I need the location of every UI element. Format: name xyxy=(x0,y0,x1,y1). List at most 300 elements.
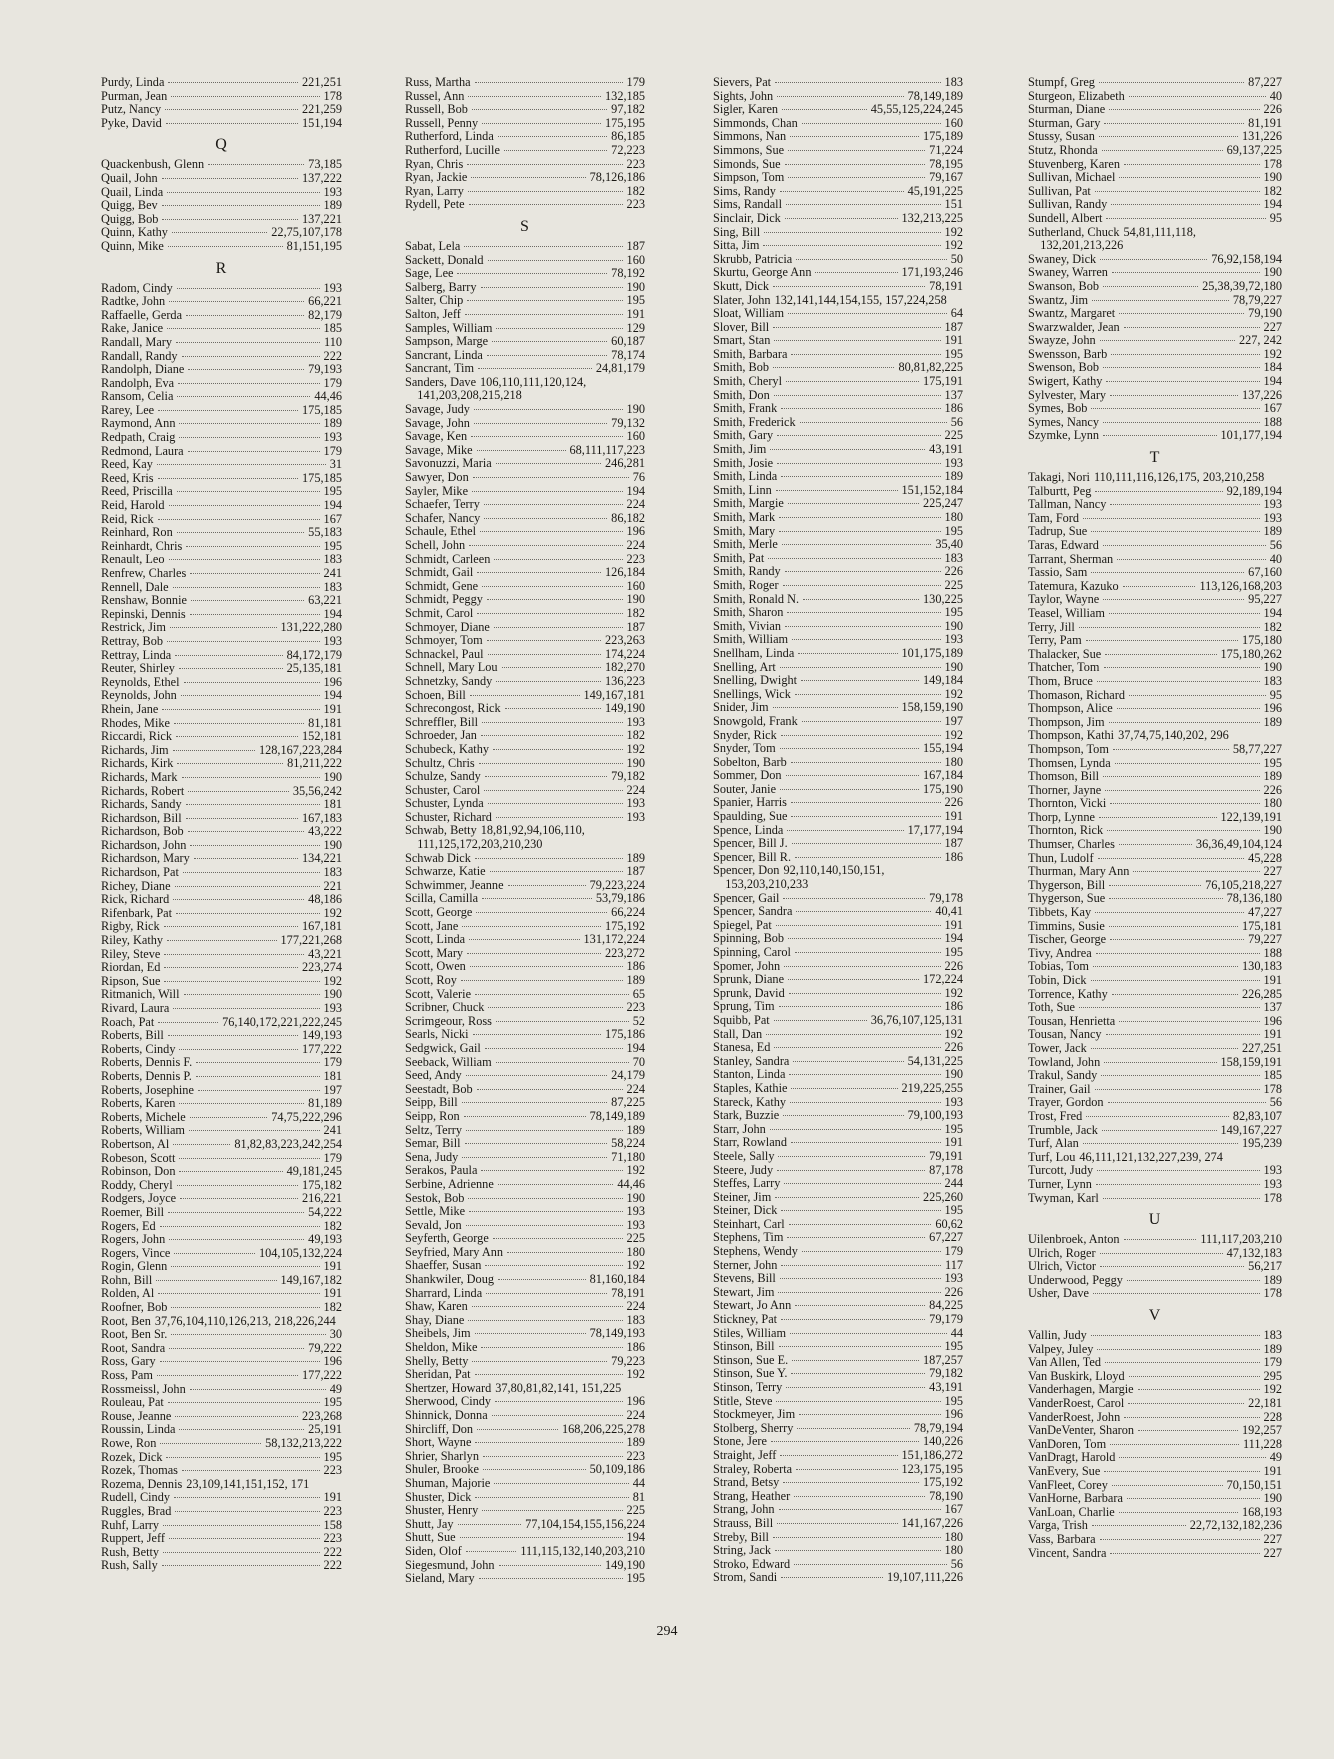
index-entry xyxy=(405,1559,645,1573)
dot-leader xyxy=(786,775,920,776)
entry-name: Rogers, John xyxy=(101,1232,166,1247)
entry-name: Snellham, Linda xyxy=(713,645,795,660)
index-entry xyxy=(1028,224,1282,253)
index-entry xyxy=(101,1124,342,1138)
entry-pages: 35,40 xyxy=(935,537,963,552)
index-entry xyxy=(713,1313,963,1327)
dot-leader xyxy=(791,354,940,355)
index-entry xyxy=(405,322,645,336)
dot-leader xyxy=(482,1510,622,1511)
index-entry xyxy=(405,634,645,648)
dot-leader xyxy=(770,449,925,450)
entry-name: Serakos, Paula xyxy=(405,1163,478,1178)
dot-leader xyxy=(773,327,940,328)
index-entry xyxy=(405,716,645,730)
entry-pages: 182 xyxy=(1263,619,1282,634)
entry-name: Swenson, Bob xyxy=(1028,360,1100,375)
entry-name: Schmoyer, Diane xyxy=(405,619,490,634)
dot-leader xyxy=(792,1360,919,1361)
dot-leader xyxy=(1138,1430,1238,1431)
entry-name: Terry, Jill xyxy=(1028,619,1075,634)
dot-leader xyxy=(1107,830,1259,831)
dot-leader xyxy=(466,1075,607,1076)
entry-pages: 241 xyxy=(323,566,342,580)
index-entry xyxy=(713,1014,963,1028)
dot-leader xyxy=(1117,708,1260,709)
dot-leader xyxy=(179,1049,298,1050)
entry-pages: 111,228 xyxy=(1242,1436,1282,1451)
dot-leader xyxy=(473,477,629,478)
index-entry xyxy=(1028,648,1282,662)
entry-name: Shaw, Karen xyxy=(405,1299,468,1314)
dot-leader xyxy=(792,843,941,844)
entry-name: Steele, Sally xyxy=(713,1148,775,1163)
entry-pages: 181 xyxy=(323,797,342,812)
entry-pages: 151 xyxy=(944,197,963,212)
dot-leader xyxy=(778,1156,925,1157)
entry-pages: 178 xyxy=(1263,1190,1282,1205)
entry-pages: 194 xyxy=(323,606,342,621)
entry-name: Thorp, Lynne xyxy=(1028,809,1095,824)
entry-pages: 43,191 xyxy=(929,442,963,457)
dot-leader xyxy=(1086,1116,1229,1117)
dot-leader xyxy=(158,410,298,411)
index-entry xyxy=(101,117,342,131)
index-column-3 xyxy=(713,76,963,1585)
entry-name: Scott, Roy xyxy=(405,973,457,987)
dot-leader xyxy=(182,777,320,778)
index-entry xyxy=(101,825,342,839)
index-entry xyxy=(405,593,645,607)
entry-pages: 195 xyxy=(944,605,963,620)
index-entry xyxy=(405,1518,645,1532)
entry-pages: 224 xyxy=(626,497,645,512)
dot-leader xyxy=(1091,572,1244,573)
entry-name: Rivard, Laura xyxy=(101,1001,170,1015)
entry-pages: 175,180 xyxy=(1242,633,1282,648)
dot-leader xyxy=(1115,763,1260,764)
index-entry xyxy=(405,349,645,363)
entry-pages: 50,109,186 xyxy=(589,1462,645,1477)
dot-leader xyxy=(169,505,320,506)
entry-pages: 58,224 xyxy=(611,1136,645,1151)
index-entry xyxy=(713,1136,963,1150)
entry-name: Schnetzky, Sandy xyxy=(405,673,493,688)
dot-leader xyxy=(788,313,947,314)
index-entry xyxy=(713,402,963,416)
index-entry xyxy=(101,172,342,186)
index-entry xyxy=(405,498,645,512)
entry-name: Randall, Randy xyxy=(101,348,178,363)
entry-name: Swanson, Bob xyxy=(1028,278,1100,293)
entry-name: Stone, Jere xyxy=(713,1434,767,1449)
entry-name: Scott, Mary xyxy=(405,945,464,960)
index-entry xyxy=(101,1287,342,1301)
entry-name: Sturman, Diane xyxy=(1028,102,1106,117)
index-entry xyxy=(405,1531,645,1545)
entry-pages: 47,132,183 xyxy=(1226,1245,1282,1260)
dot-leader xyxy=(1100,259,1207,260)
dot-leader xyxy=(798,653,897,654)
entry-name: Swigert, Kathy xyxy=(1028,374,1103,389)
index-entry xyxy=(1028,1519,1282,1533)
dot-leader xyxy=(188,451,320,452)
entry-pages: 72,223 xyxy=(611,142,645,157)
dot-leader xyxy=(486,1293,607,1294)
entry-name: Skrubb, Patricia xyxy=(713,251,793,266)
dot-leader xyxy=(779,531,940,532)
entry-name: Pyke, David xyxy=(101,115,162,130)
dot-leader xyxy=(474,423,607,424)
entry-name: Schultz, Chris xyxy=(405,755,475,770)
entry-name: Reynolds, Ethel xyxy=(101,674,180,689)
entry-pages: 137 xyxy=(944,387,963,402)
entry-name: Richards, Kirk xyxy=(101,756,174,771)
index-entry xyxy=(713,1245,963,1259)
entry-pages: 56 xyxy=(1269,538,1282,552)
index-entry xyxy=(1028,947,1282,961)
entry-name: Rettray, Bob xyxy=(101,633,164,648)
entry-pages: 130,225 xyxy=(923,591,963,606)
dot-leader xyxy=(475,1374,623,1375)
dot-leader xyxy=(160,1443,261,1444)
entry-name: Stolberg, Sherry xyxy=(713,1420,794,1435)
entry-name: Strom, Sandi xyxy=(713,1570,778,1585)
index-entry xyxy=(101,961,342,975)
entry-pages: 183 xyxy=(1263,673,1282,688)
index-entry xyxy=(405,1463,645,1477)
entry-name: VanHorne, Barbara xyxy=(1028,1491,1123,1506)
dot-leader xyxy=(475,858,623,859)
dot-leader xyxy=(1079,627,1260,628)
entry-name: Richardson, Bob xyxy=(101,824,184,839)
index-entry xyxy=(405,1056,645,1070)
entry-name: VanFleet, Corey xyxy=(1028,1477,1108,1492)
entry-pages: 221,259 xyxy=(302,102,342,117)
entry-name: Samples, William xyxy=(405,320,493,335)
entry-name: Schmidt, Peggy xyxy=(405,592,483,607)
index-entry xyxy=(101,1043,342,1057)
index-entry xyxy=(713,1544,963,1558)
dot-leader xyxy=(167,641,320,642)
entry-pages: 78,191 xyxy=(929,278,963,293)
entry-pages: 175,191 xyxy=(923,374,963,389)
index-entry xyxy=(713,253,963,267)
index-entry xyxy=(1028,1287,1282,1301)
index-entry xyxy=(101,621,342,635)
entry-name: Thomson, Bill xyxy=(1028,769,1100,784)
entry-name: Smith, Cheryl xyxy=(713,374,783,389)
entry-pages: 223 xyxy=(626,156,645,171)
index-entry xyxy=(1028,1124,1282,1138)
dot-leader xyxy=(1110,504,1259,505)
entry-pages: 81 xyxy=(632,1489,645,1504)
entry-name: Smith, Jim xyxy=(713,442,767,457)
index-entry xyxy=(101,103,342,117)
entry-pages: 226 xyxy=(1263,102,1282,117)
entry-pages: 246,281 xyxy=(605,456,645,471)
dot-leader xyxy=(1124,1239,1197,1240)
index-entry xyxy=(1028,743,1282,757)
dot-leader xyxy=(181,695,320,696)
dot-leader xyxy=(1102,150,1223,151)
entry-pages: 193 xyxy=(323,280,342,295)
entry-pages: 117 xyxy=(945,1257,963,1272)
dot-leader xyxy=(784,966,940,967)
entry-pages: 111,115,132,140,203,210 xyxy=(520,1543,645,1558)
entry-pages: 175,181 xyxy=(1242,918,1282,933)
index-entry xyxy=(713,226,963,240)
index-entry xyxy=(713,1028,963,1042)
index-entry xyxy=(405,1436,645,1450)
index-entry xyxy=(1028,716,1282,730)
entry-pages: 228 xyxy=(1263,1409,1282,1424)
entry-pages: 192 xyxy=(626,1367,645,1382)
entry-name: Steiner, Jim xyxy=(713,1189,772,1204)
dot-leader xyxy=(1112,994,1238,995)
entry-pages: 180 xyxy=(626,1244,645,1259)
index-entry xyxy=(713,212,963,226)
entry-pages: 182 xyxy=(626,183,645,198)
entry-name: Schuster, Richard xyxy=(405,809,492,824)
dot-leader xyxy=(182,1470,320,1471)
entry-pages: 190 xyxy=(323,769,342,784)
index-entry xyxy=(405,553,645,567)
index-entry xyxy=(405,444,645,458)
entry-name: Tousan, Henrietta xyxy=(1028,1013,1116,1028)
dot-leader xyxy=(775,82,940,83)
index-entry xyxy=(1028,1343,1282,1357)
entry-name: Snider, Jim xyxy=(713,700,769,715)
dot-leader xyxy=(166,123,298,124)
dot-leader xyxy=(505,708,601,709)
index-entry xyxy=(405,417,645,431)
entry-pages: 24,81,179 xyxy=(595,361,645,376)
dot-leader xyxy=(791,1373,925,1374)
entry-name: Siden, Olof xyxy=(405,1543,462,1558)
entry-pages: 191 xyxy=(1263,973,1282,987)
entry-name: Szymke, Lynn xyxy=(1028,428,1100,443)
index-entry xyxy=(405,185,645,199)
dot-leader xyxy=(1091,1048,1238,1049)
entry-pages: 78,136,180 xyxy=(1226,891,1282,906)
entry-name: Raffaelle, Gerda xyxy=(101,307,183,322)
index-entry xyxy=(405,1380,645,1396)
index-entry xyxy=(1028,811,1282,825)
entry-name: Smith, Pat xyxy=(713,550,765,565)
dot-leader xyxy=(789,1224,932,1225)
index-entry xyxy=(713,606,963,620)
entry-pages: 78,149,189 xyxy=(907,88,963,103)
index-entry xyxy=(101,1423,342,1437)
entry-name: Redpath, Craig xyxy=(101,430,176,445)
entry-pages: 70,150,151 xyxy=(1226,1477,1282,1492)
entry-name: Thatcher, Tom xyxy=(1028,660,1100,675)
entry-pages: 78,191 xyxy=(611,1285,645,1300)
index-entry xyxy=(101,594,342,608)
index-entry xyxy=(1028,348,1282,362)
index-entry xyxy=(405,1287,645,1301)
dot-leader xyxy=(1127,1498,1260,1499)
entry-name: Snyder, Rick xyxy=(713,727,777,742)
entry-name: Shuster, Dick xyxy=(405,1489,472,1504)
entry-pages: 81,181 xyxy=(308,715,342,730)
entry-pages: 195 xyxy=(323,1395,342,1410)
entry-name: Quail, John xyxy=(101,170,158,185)
dot-leader xyxy=(484,790,622,791)
dot-leader xyxy=(790,1102,940,1103)
dot-leader xyxy=(773,286,925,287)
dot-leader xyxy=(785,626,941,627)
entry-pages: 151,194 xyxy=(302,115,342,130)
index-entry xyxy=(101,798,342,812)
index-entry xyxy=(1028,198,1282,212)
entry-pages: 295 xyxy=(1263,1368,1282,1383)
dot-leader xyxy=(785,164,926,165)
entry-pages: 76,140,172,221,222,245 xyxy=(222,1014,342,1029)
dot-leader xyxy=(1100,1539,1260,1540)
index-entry xyxy=(101,1165,342,1179)
entry-name: Savage, John xyxy=(405,415,470,430)
entry-pages: 189 xyxy=(1263,524,1282,539)
entry-name: Stanley, Sandra xyxy=(713,1053,790,1068)
index-entry xyxy=(1028,1465,1282,1479)
dot-leader xyxy=(1105,1362,1260,1363)
entry-name: Reuter, Shirley xyxy=(101,661,175,676)
index-entry xyxy=(101,1328,342,1342)
entry-pages: 194 xyxy=(626,1530,645,1545)
entry-name: Spence, Linda xyxy=(713,822,784,837)
entry-pages: 177,221,268 xyxy=(280,933,342,948)
index-entry xyxy=(101,1192,342,1206)
entry-pages: 191 xyxy=(1263,1464,1282,1478)
entry-name: Richardson, Mary xyxy=(101,851,190,866)
dot-leader xyxy=(1095,491,1222,492)
entry-name: Tischer, George xyxy=(1028,932,1107,947)
entry-pages: 137 xyxy=(1263,1000,1282,1015)
dot-leader xyxy=(1104,1062,1216,1063)
dot-leader xyxy=(168,1402,320,1403)
entry-name: Spinning, Bob xyxy=(713,931,785,946)
index-entry xyxy=(405,1096,645,1110)
entry-pages: 192,257 xyxy=(1242,1423,1282,1438)
index-entry xyxy=(405,1110,645,1124)
index-entry xyxy=(1028,1424,1282,1438)
entry-name: Shutt, Jay xyxy=(405,1516,454,1531)
index-entry xyxy=(713,76,963,90)
entry-name: Sieland, Mary xyxy=(405,1571,475,1586)
entry-pages: 182 xyxy=(323,1300,342,1315)
dot-leader xyxy=(783,898,925,899)
entry-name: Valpey, Juley xyxy=(1028,1341,1094,1356)
dot-leader xyxy=(477,1089,623,1090)
entry-pages: 69,137,225 xyxy=(1226,142,1282,157)
entry-pages: 101,177,194 xyxy=(1220,428,1282,443)
dot-leader xyxy=(507,1252,623,1253)
entry-pages: 45,228 xyxy=(1248,850,1282,865)
entry-name: Schoen, Bill xyxy=(405,687,466,702)
index-entry xyxy=(713,1000,963,1014)
entry-pages: 183 xyxy=(323,552,342,567)
index-entry xyxy=(101,1396,342,1410)
index-entry xyxy=(713,484,963,498)
entry-name: Riccardi, Rick xyxy=(101,729,173,744)
index-entry xyxy=(1028,1178,1282,1192)
index-entry xyxy=(101,1111,342,1125)
index-entry xyxy=(101,199,342,213)
entry-name: Thornton, Vicki xyxy=(1028,796,1107,811)
entry-pages: 195 xyxy=(944,523,963,538)
index-entry xyxy=(405,103,645,117)
entry-pages: 78,195 xyxy=(929,156,963,171)
index-entry xyxy=(713,185,963,199)
dot-leader xyxy=(771,1441,919,1442)
dot-leader xyxy=(190,1389,326,1390)
index-entry xyxy=(101,880,342,894)
dot-leader xyxy=(468,1320,622,1321)
entry-pages: 192 xyxy=(1263,1382,1282,1397)
index-entry xyxy=(1028,539,1282,553)
entry-name: Ritmanich, Will xyxy=(101,987,180,1002)
entry-name: Rutherford, Linda xyxy=(405,129,494,144)
entry-pages: 158,159,190 xyxy=(901,700,963,715)
dot-leader xyxy=(1103,435,1216,436)
index-entry xyxy=(101,431,342,445)
index-entry xyxy=(713,837,963,851)
entry-name: Stinson, Sue Y. xyxy=(713,1366,788,1381)
entry-pages: 78,192 xyxy=(611,266,645,281)
entry-pages: 227 xyxy=(1263,1531,1282,1546)
entry-name: Taras, Edward xyxy=(1028,538,1099,552)
index-entry xyxy=(405,661,645,675)
entry-pages: 64 xyxy=(950,306,963,321)
index-entry xyxy=(101,540,342,554)
entry-pages: 40 xyxy=(1269,551,1282,566)
index-entry xyxy=(101,689,342,703)
index-entry xyxy=(405,1192,645,1206)
entry-name: Roberts, Michele xyxy=(101,1109,186,1124)
index-entry xyxy=(405,1083,645,1097)
entry-pages: 189 xyxy=(944,469,963,484)
dot-leader xyxy=(795,952,941,953)
entry-name: Roofner, Bob xyxy=(101,1300,168,1315)
dot-leader xyxy=(1079,1007,1260,1008)
entry-name: Purman, Jean xyxy=(101,88,168,103)
dot-leader xyxy=(173,899,304,900)
index-entry xyxy=(713,171,963,185)
index-entry xyxy=(1028,1233,1282,1247)
entry-name: Strand, Betsy xyxy=(713,1475,780,1490)
entry-name: Scrimgeour, Ross xyxy=(405,1013,492,1028)
dot-leader xyxy=(487,640,601,641)
index-entry xyxy=(405,485,645,499)
entry-pages: 182 xyxy=(626,728,645,743)
index-entry xyxy=(1028,1356,1282,1370)
entry-pages: 101,175,189 xyxy=(901,645,963,660)
index-entry xyxy=(713,701,963,715)
entry-name: Trayer, Gordon xyxy=(1028,1095,1104,1110)
entry-name: Quigg, Bob xyxy=(101,211,159,226)
index-entry xyxy=(1028,117,1282,131)
index-entry xyxy=(101,757,342,771)
entry-name: Stareck, Kathy xyxy=(713,1094,787,1109)
entry-pages: 48,186 xyxy=(308,892,342,907)
dot-leader xyxy=(488,803,623,804)
entry-name: Rettray, Linda xyxy=(101,647,172,662)
entry-pages: 87,178 xyxy=(929,1162,963,1177)
index-entry xyxy=(713,579,963,593)
entry-name: Ulrich, Roger xyxy=(1028,1245,1096,1260)
